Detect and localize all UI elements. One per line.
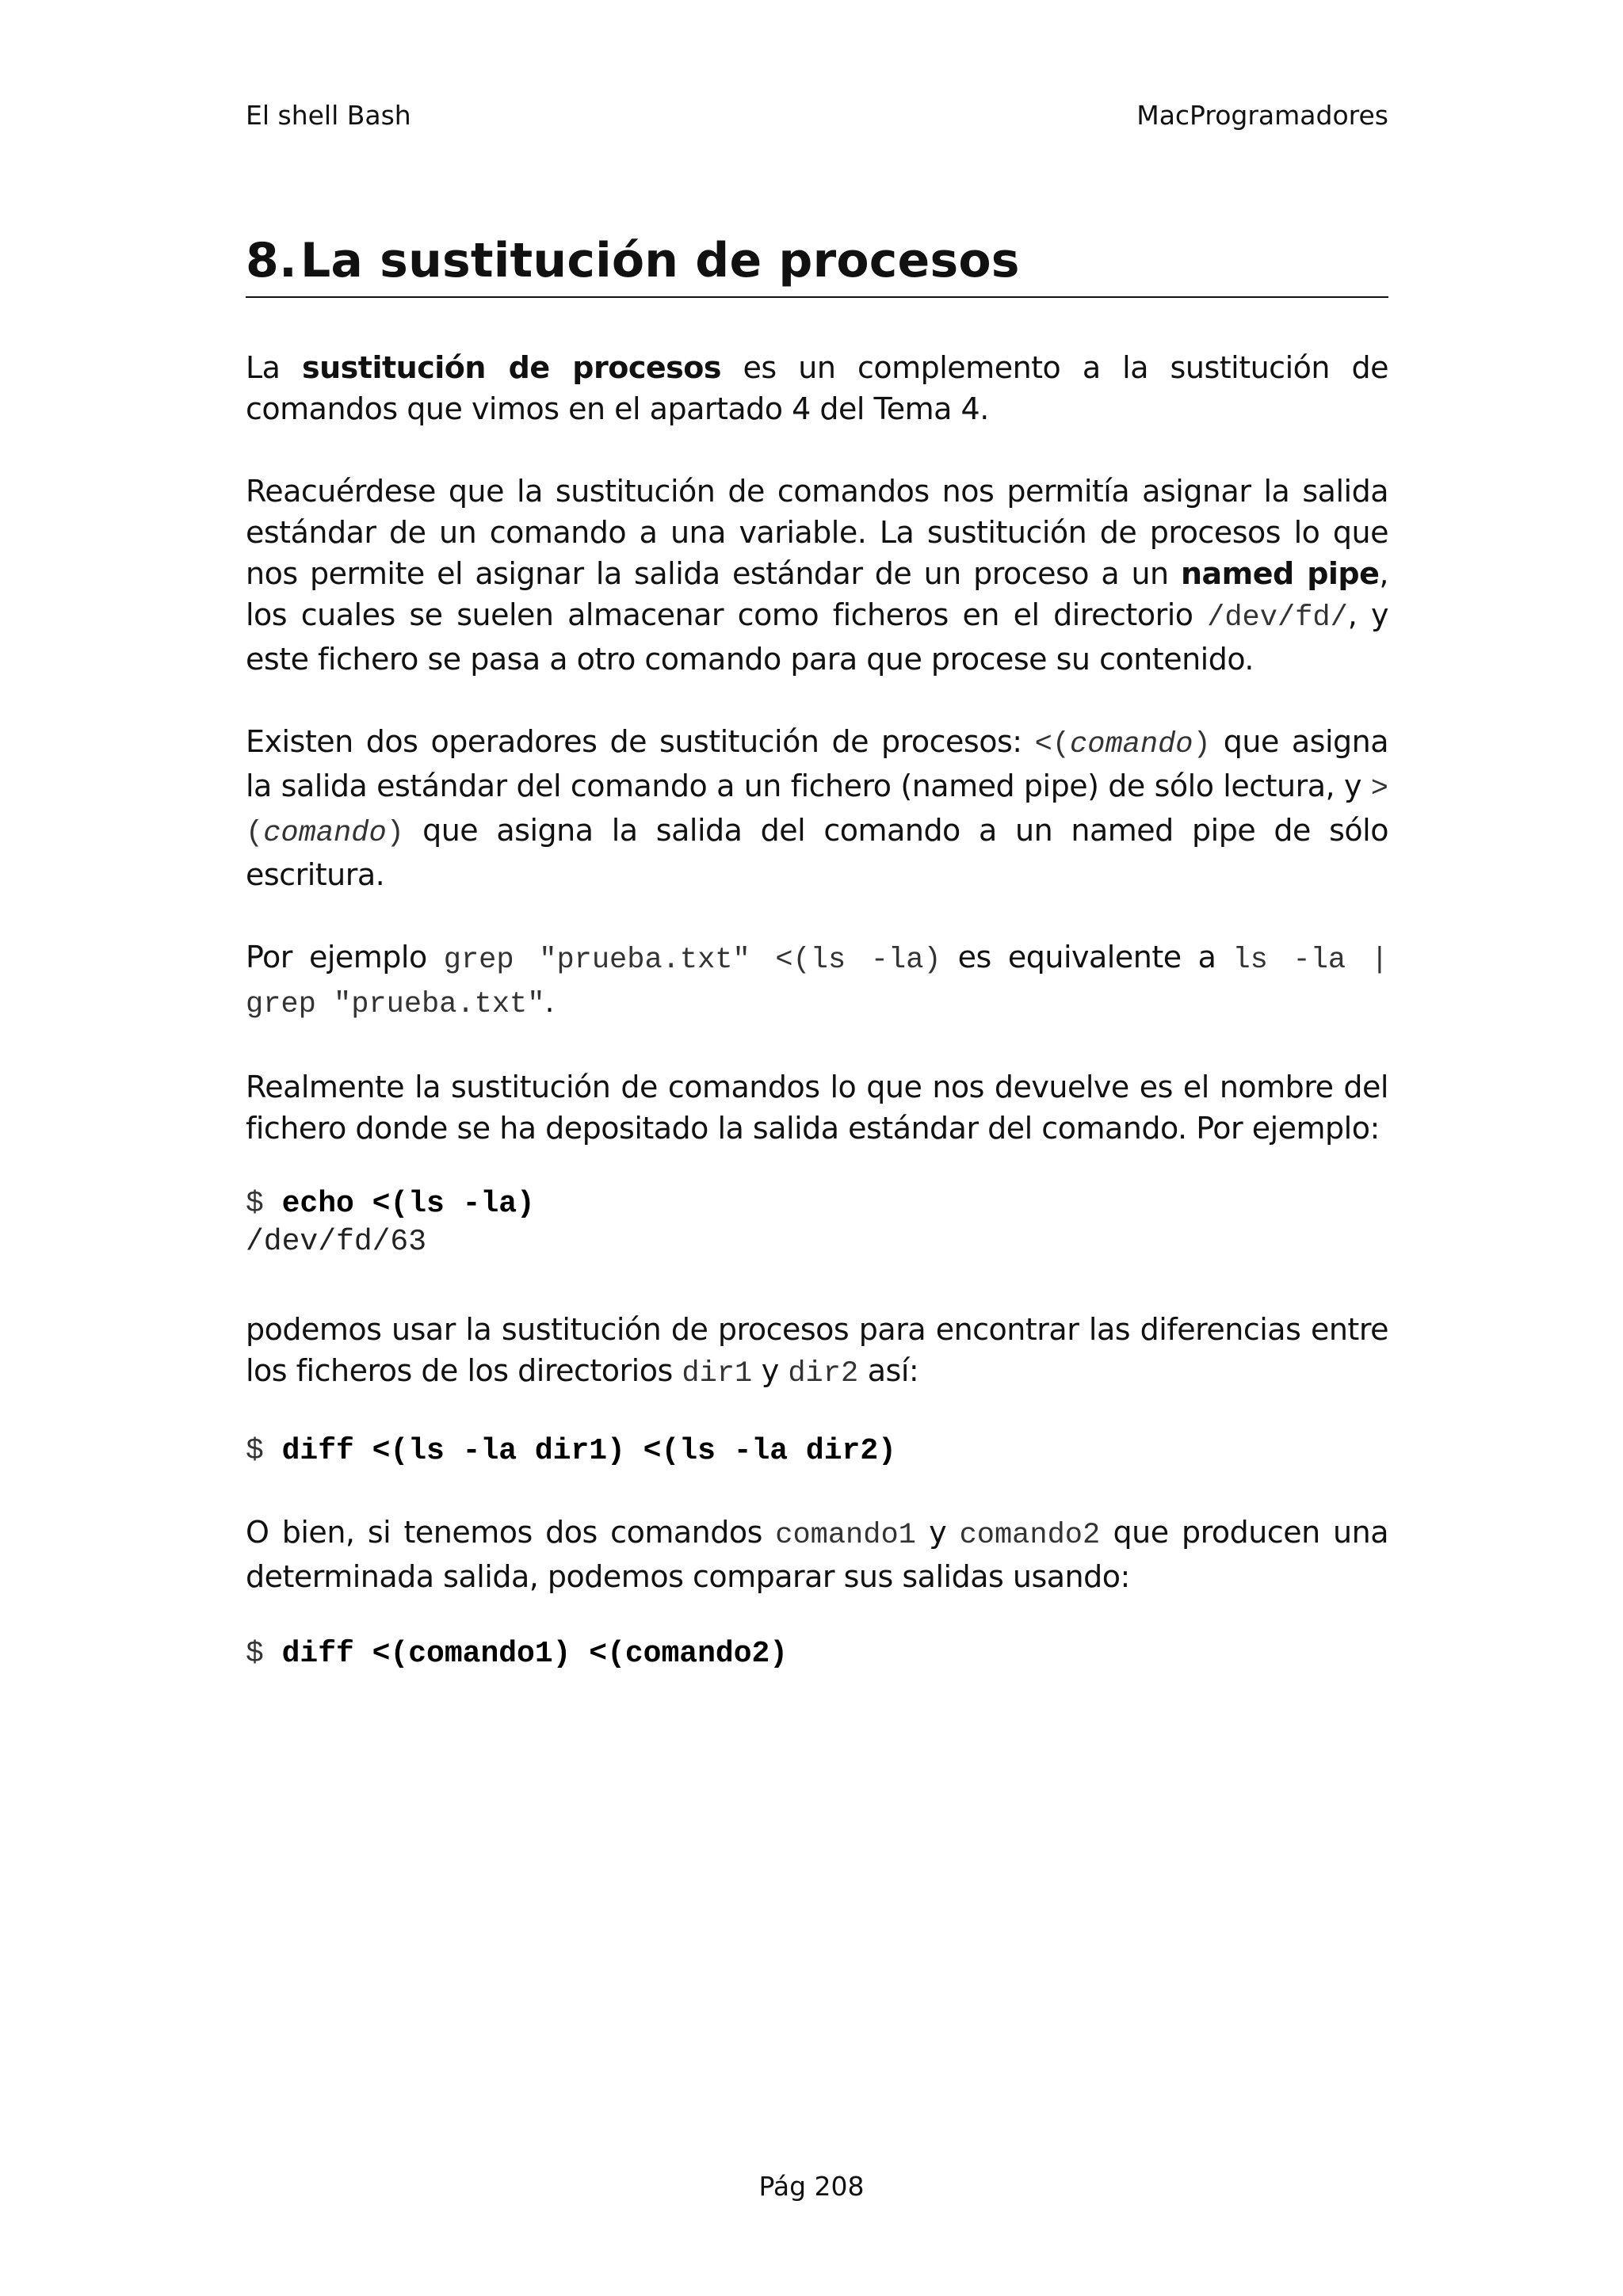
- text-run: O bien, si tenemos dos comandos: [246, 1515, 776, 1550]
- text-run: Reacuérdese que la sustitución de comandos nos permitía asignar la salida estándar de un comando a una variable. La sustitución de procesos lo que nos permite el asignar la salida estándar de un proceso a un: [246, 474, 1388, 591]
- text-run: La: [246, 350, 303, 385]
- paragraph-example: [246, 936, 1388, 1025]
- code-output: /dev/fd/63: [246, 1225, 427, 1259]
- text-run: , los cuales se suelen almacenar como ficheros en el directorio: [246, 556, 1388, 632]
- section-heading: [246, 230, 1388, 298]
- text-run: así:: [858, 1353, 919, 1388]
- paragraph-operators: [246, 721, 1388, 895]
- text-run: , y este fichero se pasa a otro comando para que procese su contenido.: [246, 597, 1388, 677]
- section-number: 8.: [246, 233, 297, 288]
- code-block-diff-commands: [246, 1635, 1388, 1673]
- shell-command: echo <(ls -la): [281, 1187, 535, 1221]
- paragraph-filename: [246, 1066, 1388, 1149]
- text-run: y: [752, 1353, 789, 1388]
- code-line: [246, 1432, 1388, 1470]
- inline-code: dir1: [682, 1357, 753, 1390]
- text-run: y: [915, 1515, 960, 1550]
- text-run: es un complemento a la sustitución de comandos que vimos en el apartado 4 del Tema 4.: [246, 350, 1389, 426]
- inline-code: grep "prueba.txt" <(ls -la): [443, 944, 941, 977]
- text-run: .: [544, 984, 555, 1019]
- page-content: [246, 230, 1388, 1673]
- code-block-echo: [246, 1185, 1388, 1261]
- paragraph-diff-commands: [246, 1512, 1388, 1597]
- shell-command: diff <(ls -la dir1) <(ls -la dir2): [281, 1434, 896, 1468]
- code-line: [246, 1635, 1388, 1673]
- header-publisher: MacProgramadores: [1136, 100, 1388, 131]
- bold-term: named pipe: [1180, 556, 1380, 591]
- text-run: es equivalente a: [941, 940, 1233, 974]
- paragraph-intro: [246, 347, 1388, 429]
- inline-code: dir2: [788, 1357, 859, 1390]
- inline-code: comando2: [959, 1519, 1101, 1552]
- shell-command: diff <(comando1) <(comando2): [281, 1637, 789, 1671]
- shell-prompt: $: [246, 1637, 282, 1671]
- running-header: [246, 100, 1388, 132]
- text-run: Existen dos operadores de sustitución de procesos:: [246, 724, 1035, 759]
- bold-term: sustitución de procesos: [302, 350, 721, 385]
- text-run: podemos usar la sustitución de procesos para encontrar las diferencias entre los ficheros de los directorios: [246, 1312, 1388, 1388]
- code-line: [246, 1185, 1388, 1223]
- paragraph-diff-dirs: [246, 1309, 1388, 1394]
- shell-prompt: $: [246, 1434, 282, 1468]
- inline-code: >(comando): [246, 772, 1388, 850]
- inline-code: comando1: [775, 1519, 916, 1552]
- shell-prompt: $: [246, 1187, 282, 1221]
- text-run: Por ejemplo: [246, 940, 444, 974]
- header-book-title: El shell Bash: [246, 100, 411, 131]
- paragraph-recall: [246, 471, 1388, 680]
- text-run: Realmente la sustitución de comandos lo que nos devuelve es el nombre del fichero donde se ha depositado la salida estándar del comando. Por ejemplo:: [246, 1070, 1388, 1146]
- inline-code: /dev/fd/: [1207, 601, 1348, 635]
- inline-code: ls -la | grep "prueba.txt": [246, 944, 1388, 1021]
- code-block-diff-dirs: [246, 1432, 1388, 1470]
- page-number: Pág 208: [758, 2171, 865, 2202]
- section-title: La sustitución de procesos: [300, 233, 1020, 288]
- text-run: que asigna la salida del comando a un named pipe de sólo escritura.: [246, 813, 1388, 892]
- text-run: que asigna la salida estándar del comando a un fichero (named pipe) de sólo lectura, y: [246, 724, 1388, 803]
- text-run: que producen una determinada salida, podemos comparar sus salidas usando:: [246, 1515, 1388, 1594]
- inline-code: <(comando): [1034, 728, 1211, 761]
